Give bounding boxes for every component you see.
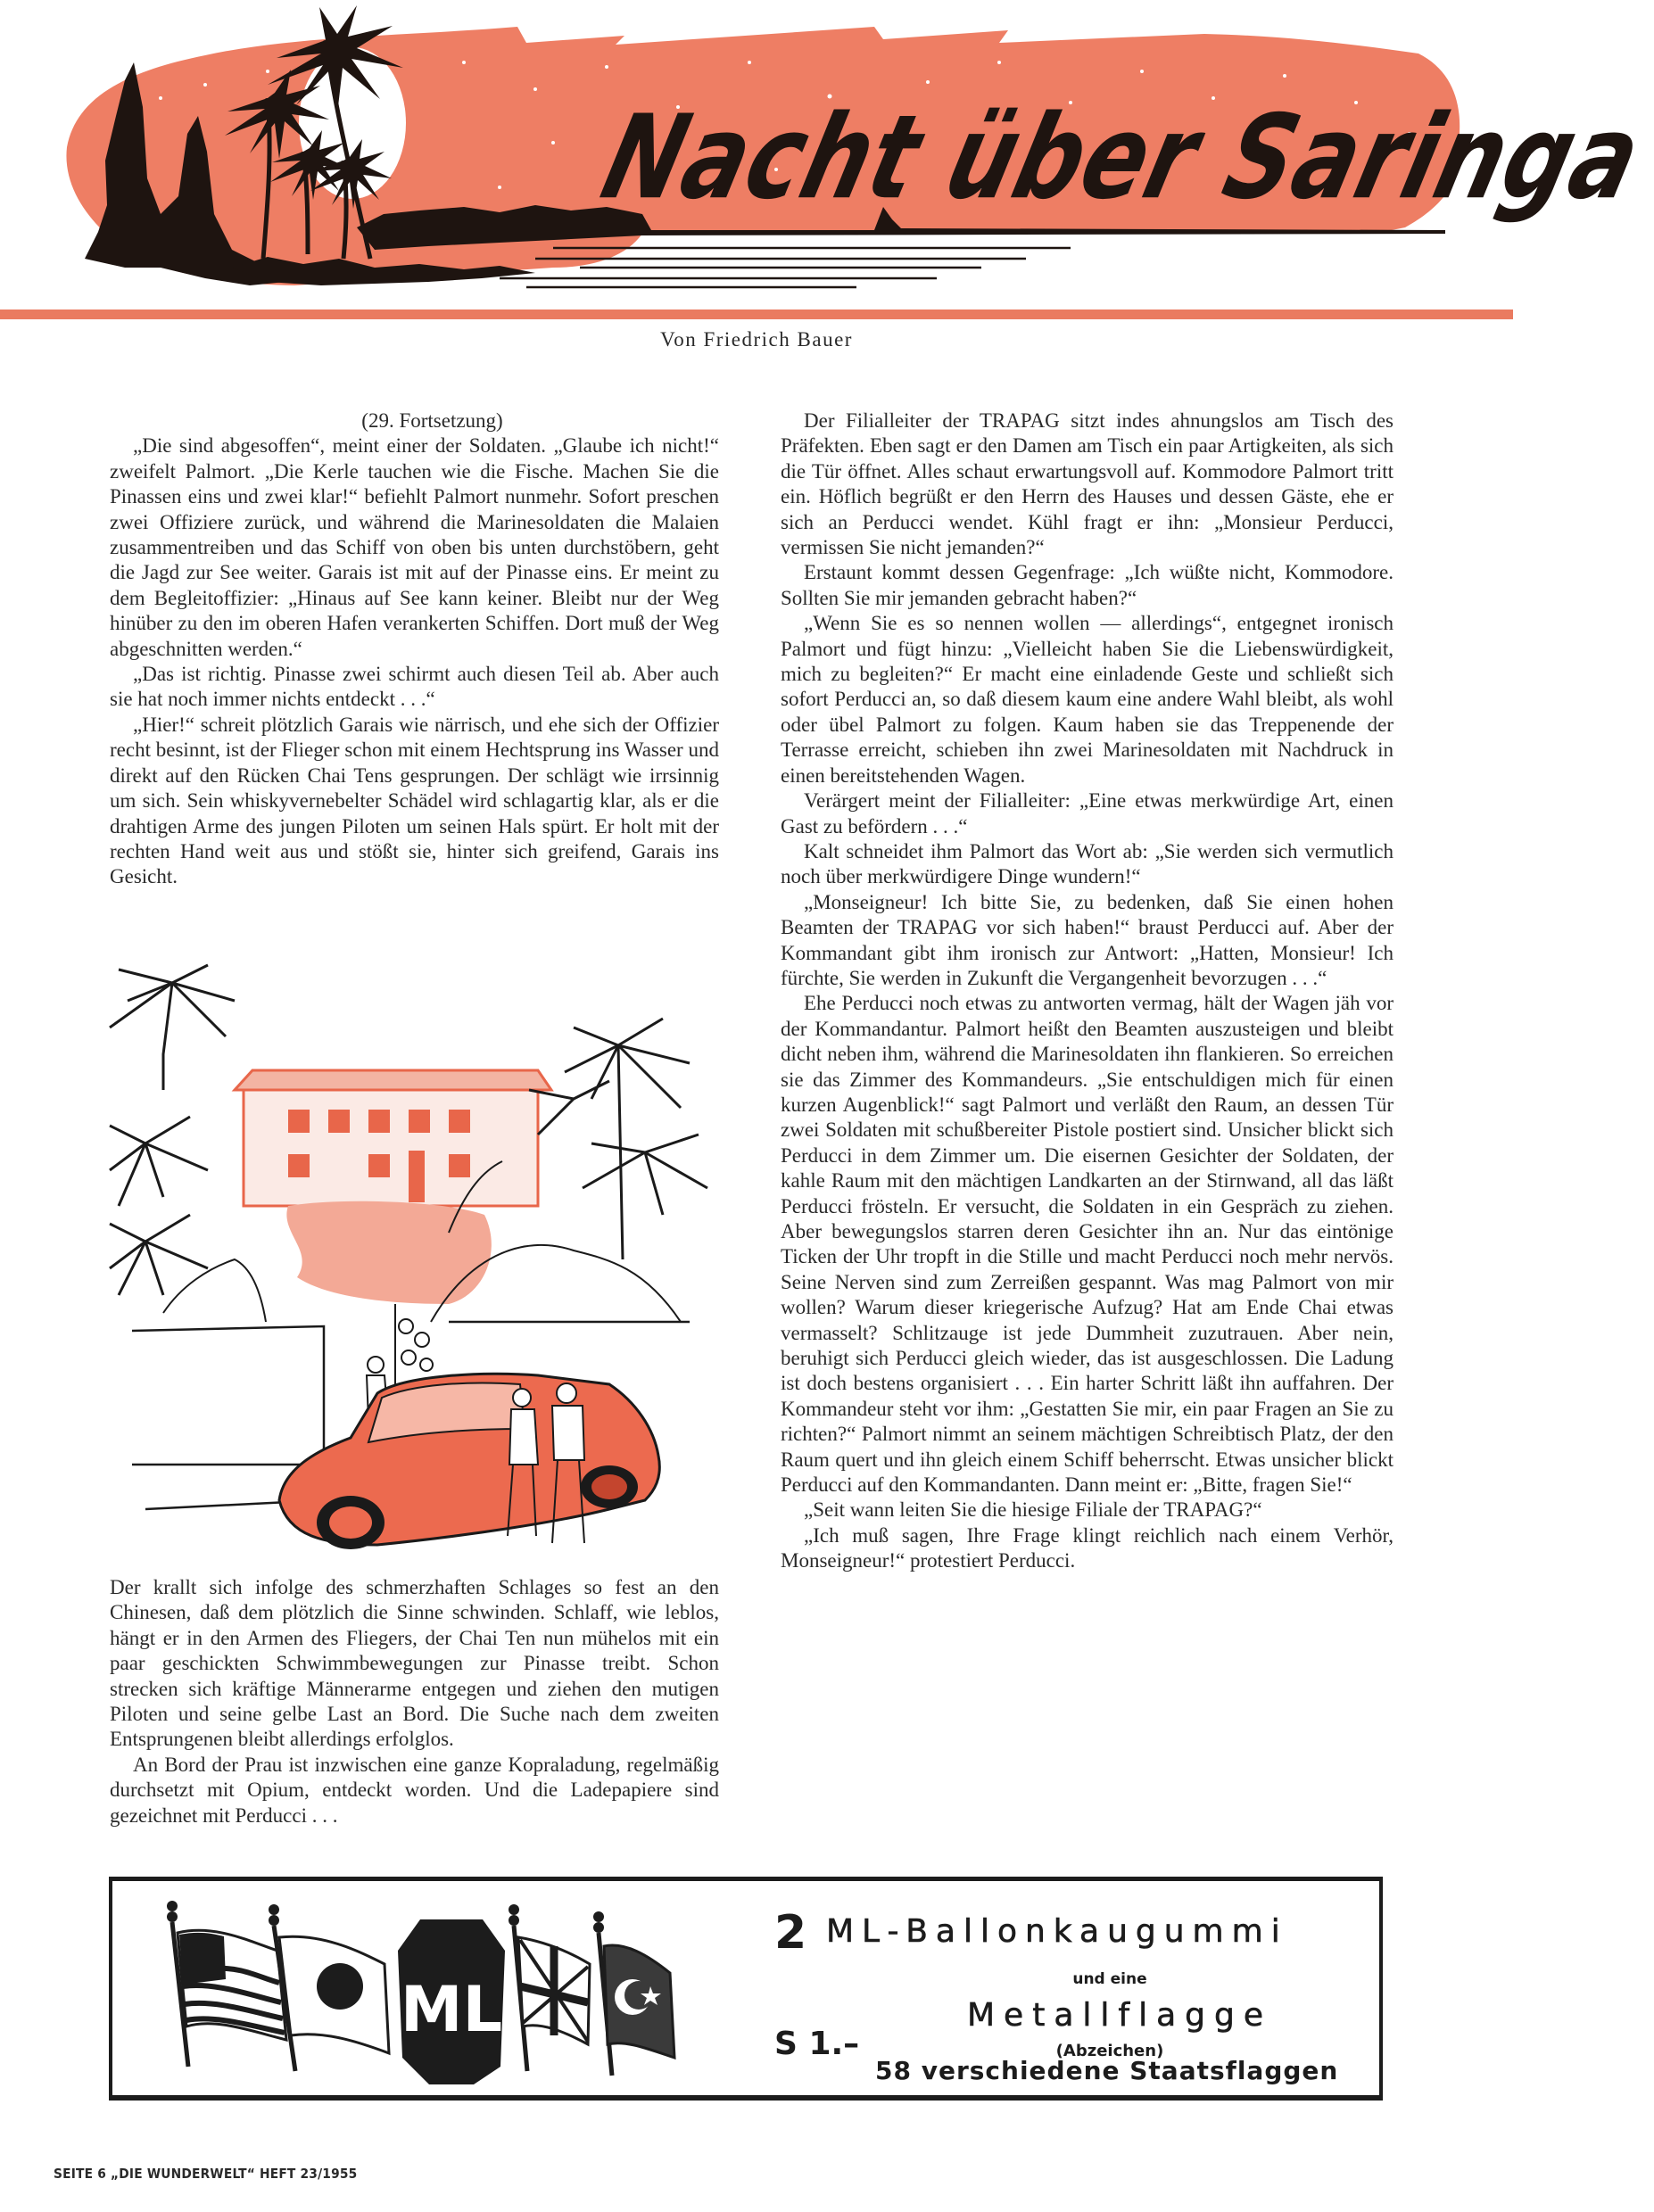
ad-variety: 58 verschiedene Staatsflaggen (875, 2056, 1339, 2085)
turkey-flag-icon (593, 1911, 674, 2076)
ad-conjunction: und eine (1072, 1970, 1147, 1988)
flag-row (161, 1897, 679, 2080)
paragraph: Der krallt sich infolge des schmerzhaften Schlages so fest an den Chinesen, daß dem plötzlich die Sinne schwinden. Schlaff, wie leblos, hängt er in den Armen des Fliegers, der Chai Ten nun mühelos mit ein paar geschickten Schwimmbewegungen zur Pinasse treibt. Schon strecken sich kräftige Männerarme entgegen und ziehen den mutigen Piloten und seine gelbe Last an Bord. Die Suche nach dem zweiten Entsprungenen bleibt allerdings erfolglos. (110, 1576, 719, 1751)
left-palms (110, 965, 235, 1295)
red-car (279, 1374, 659, 1549)
ad-item-note: (Abzeichen) (1055, 2042, 1164, 2060)
paragraph: Kalt schneidet ihm Palmort das Wort ab: „Sie werden sich vermutlich noch über merkwürdigere Dinge wundern!“ (781, 839, 1393, 888)
iron-gate (395, 1304, 433, 1384)
japan-flag-icon (269, 1904, 389, 2071)
article-title: Nacht über Saringa (590, 89, 1654, 226)
ad-price: S 1.– (774, 2026, 860, 2062)
ad-quantity: 2 (774, 1906, 807, 1960)
ml-logo-text: ML (400, 1973, 503, 2046)
usa-flag-icon (167, 1901, 286, 2067)
left-column-top (110, 409, 719, 890)
left-column-bottom (110, 1575, 719, 1828)
paragraph: Ehe Perducci noch etwas zu antworten vermag, hält der Wagen jäh vor der Kommandantur. Palmort heißt den Beamten auszusteigen und bleibt dicht neben ihm, während die Marinesoldaten ihn flankieren. So erreichen sie das Zimmer des Kommandeurs. „Sie entschuldigen mich für einen kurzen Augenblick!“ sagt Palmort und verläßt den Raum, an dessen Tür zwei Soldaten mit schußbereiter Pistole postiert sind. Unsicher blickt sich Perducci in dem Zimmer um. Die eisernen Gesichter der Soldaten, der kahle Raum mit den mächtigen Landkarten an der Stirnwand, all das läßt Perducci frösteln. Er versucht, die Soldaten in ein Gespräch zu ziehen. Aber bewegungslos starren deren Gesichter ihn an. Nur das eintönige Ticken der Uhr tropft in die Stille und macht Perducci noch mehr nervös. Seine Nerven sind zum Zerreißen gespannt. Was mag Palmort von mir wollen? Warum dieser kriegerische Aufzug? Hat am Ende Chai etwas vermasselt? Schlitzauge ist jede Dummheit zuzutrauen. Aber nein, beruhigt sich Perducci gleich wieder, das ist ausgeschlossen. Die Ladung ist doch bestens organisiert . . . Ein harter Schritt läßt ihn auffahren. Der Kommandeur steht vor ihm: „Gestatten Sie mir, ein paar Fragen an Sie zu richten?“ Palmort nimmt an seinem mächtigen Schreibtisch Platz, der den Raum quert und ihn gleich einem Schiff beherrscht. Etwas unsicher blickt Perducci auf den Kommandanten. Dann meint er: „Bitte, fragen Sie!“ (781, 992, 1393, 1497)
header-divider (0, 310, 1513, 319)
villa-car-illustration (110, 965, 719, 1563)
paragraph: „Hier!“ schreit plötzlich Garais wie närrisch, und ehe sich der Offizier recht besinnt, ist der Flieger schon mit einem Hechtsprung ins Wasser und direkt auf den Rücken Chai Tens gesprungen. Der schlägt wie irrsinnig um sich. Sein whiskyvernebelter Schädel wird schlagartig klar, als er die drahtigen Arme des jungen Piloten um seinen Hals spürt. Er holt mit der rechten Hand weit aus und stößt sie, hinter sich greifend, Garais ins Gesicht. (110, 713, 719, 888)
paragraph: „Das ist richtig. Pinasse zwei schirmt auch diesen Teil ab. Aber auch sie hat noch immer nichts entdeckt . . .“ (110, 663, 719, 711)
page-footer: SEITE 6 „DIE WUNDERWELT“ HEFT 23/1955 (54, 2166, 358, 2182)
right-column (781, 409, 1393, 1574)
paragraph: An Bord der Prau ist inzwischen eine ganze Kopraladung, regelmäßig durchsetzt mit Opium, entdeckt worden. Und die Ladepapiere sind gezeichnet mit Perducci . . . (110, 1753, 719, 1827)
paragraph: Verärgert meint der Filialleiter: „Eine etwas merkwürdige Art, einen Gast zu befördern . . .“ (781, 789, 1393, 838)
paragraph: „Ich muß sagen, Ihre Frage klingt reichlich nach einem Verhör, Monseigneur!“ protestiert Perducci. (781, 1523, 1393, 1572)
advertisement (109, 1877, 1383, 2101)
ad-product-name: ML-Ballonkaugummi (826, 1913, 1288, 1950)
paragraph: Erstaunt kommt dessen Gegenfrage: „Ich wüßte nicht, Kommodore. Sollten Sie mir jemanden gebracht haben?“ (781, 561, 1393, 609)
ml-logo-icon (398, 1919, 505, 2084)
paragraph: „Die sind abgesoffen“, meint einer der Soldaten. „Glaube ich nicht!“ zweifelt Palmort. „Die Kerle tauchen wie die Fische. Machen Sie die Pinassen eins und zwei klar!“ befiehlt Palmort nunmehr. Sofort preschen zwei Offiziere zurück, und während die Marinesoldaten die Malaien zusammentreiben und das Schiff von oben bis unten durchstöbern, geht die Jagd zur See weiter. Garais ist mit auf der Pinasse eins. Er meint zu dem Begleitoffizier: „Hinaus auf See kann keiner. Bleibt nur der Weg hinüber zu den im oberen Hafen verankerten Schiffen. Dort muß der Weg abgeschnitten werden.“ (110, 434, 719, 660)
paragraph: „Monseigneur! Ich bitte Sie, zu bedenken, daß Sie einen hohen Beamten der TRAPAG vor sich haben!“ braust Perducci auf. Aber der Kommandant gibt ihm ironisch zur Antwort: „Hatten, Monsieur! Ich fürchte, Sie werden in Zukunft die Vergangenheit bevorzugen . . .“ (781, 890, 1393, 989)
right-palms (529, 1019, 707, 1259)
villa (235, 1070, 551, 1206)
union-jack-flag-icon (509, 1904, 590, 2071)
paragraph: „Seit wann leiten Sie die hiesige Filiale der TRAPAG?“ (804, 1498, 1262, 1522)
driveway (286, 1201, 491, 1304)
paragraph: „Wenn Sie es so nennen wollen — allerdings“, entgegnet ironisch Palmort und fügt hinzu: „Vielleicht haben Sie die Liebenswürdigkeit, mich zu begleiten?“ Er macht eine einladende Geste und schließt sich sofort Perducci an, so daß diesem kaum eine andere Wahl bleibt, als wohl oder übel Palmort zu folgen. Kaum haben sie das Treppenende der Terrasse erreicht, schieben ihn zwei Marinesoldaten mit Nachdruck in einen bereitstehenden Wagen. (781, 612, 1393, 787)
author-byline: Von Friedrich Bauer (660, 328, 853, 351)
paragraph: Der Filialleiter der TRAPAG sitzt indes ahnungslos am Tisch des Präfekten. Eben sagt er den Damen am Tisch ein paar Artigkeiten, als sich die Tür öffnet. Alles schaut erwartungsvoll auf. Kommodore Palmort tritt ein. Höflich begrüßt er den Herrn des Hauses und dessen Gäste, ehe er sich an Perducci wendet. Kühl fragt er ihn: „Monsieur Perducci, vermissen Sie nicht jemanden?“ (781, 409, 1393, 559)
ad-item-name: Metallflagge (967, 1997, 1272, 2034)
installment-label: (29. Fortsetzung) (361, 409, 503, 432)
